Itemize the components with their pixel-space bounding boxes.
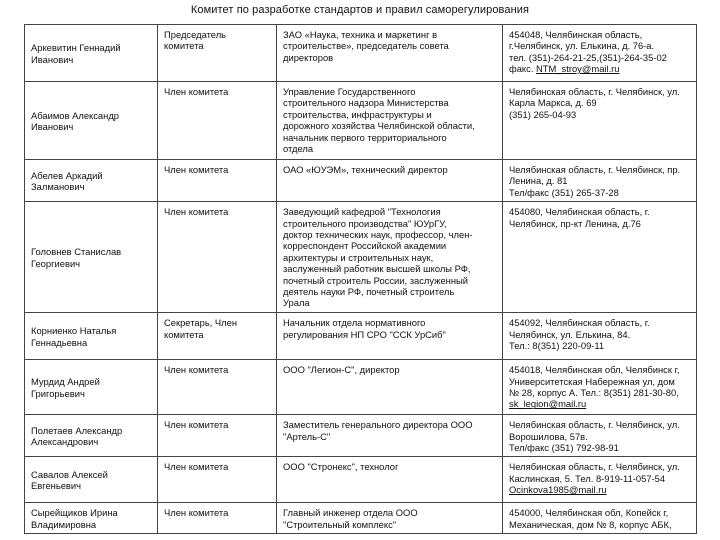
member-name-line: Аркевитин Геннадий [31,42,121,54]
member-workplace-cell [277,160,503,202]
member-workplace-cell [277,415,503,457]
member-address-line: 454048, Челябинская область, [509,29,643,40]
member-name-line: Александрович [31,436,99,448]
member-name-line: Корниенко Наталья [31,325,117,337]
table-row [25,360,697,415]
member-name-line: Владимировна [31,518,97,530]
member-workplace-line: строительства, инфраструктуры и [283,108,432,120]
member-address-line: Тел.: 8(351) 220-09-11 [509,340,605,352]
member-role-cell [158,82,277,160]
member-role-cell [158,160,277,202]
member-address-line: Карла Маркса, д. 69 [509,97,597,109]
member-address-cell [503,503,697,534]
member-address-line: Тел/факс (351) 792-98-91 [509,442,619,454]
table-row [25,457,697,503]
member-workplace-line: деятель науки РФ, почетный строитель [283,286,455,298]
member-workplace-line: начальник первого территориального [283,131,447,143]
member-name-line: Залманович [31,181,85,193]
member-name-cell [25,415,158,457]
member-role-line: Член комитета [164,461,229,473]
member-address-line: Челябинск, ул. Елькина, 84. [509,328,631,340]
member-address-line: 454092, Челябинская область, г. [509,317,650,329]
member-address-line: г.Челябинск, ул. Елькина, д. 76-а. [509,40,655,52]
member-workplace-cell [277,313,503,360]
member-address-line: (351) 265-04-93 [509,108,577,120]
member-address-cell [503,25,697,82]
committee-table-body [25,25,697,534]
table-row [25,202,697,313]
member-workplace-line: "Строительный комплекс" [283,518,397,530]
member-role-line: Член комитета [164,419,229,431]
member-name-cell [25,360,158,415]
member-name-line: Савалов Алексей [31,469,108,481]
member-workplace-line: Главный инженер отдела ООО [283,507,418,519]
member-role-cell [158,360,277,415]
member-role-line: Член комитета [164,164,229,175]
member-address-line [509,484,690,495]
member-workplace-line: отдела [283,143,314,155]
member-workplace-line: Урала [283,297,310,309]
member-workplace-cell [277,360,503,415]
member-workplace-line: доктор технических наук, профессор, член- [283,229,473,241]
member-role-line: Председатель [164,29,227,40]
member-name-cell [25,82,158,160]
member-address-cell [503,160,697,202]
member-workplace-line: Начальник отдела нормативного [283,317,426,329]
member-workplace-line: регулирования НП СРО "ССК УрСиб" [283,328,446,340]
email-link[interactable]: sk_legion@mail.ru [509,398,587,410]
member-address-line: Университетская Набережная ул, дом [509,375,675,387]
member-role-cell [158,202,277,313]
member-name-line: Абаимов Александр [31,109,120,121]
member-role-line: Член комитета [164,364,229,376]
member-name-line: Иванович [31,53,74,65]
member-address-line: Ленина, д. 81 [509,175,568,187]
table-row [25,415,697,457]
table-row [25,313,697,360]
member-name-cell [25,457,158,503]
member-name-cell [25,202,158,313]
member-role-line: Секретарь, Член [164,317,238,329]
member-address-line [509,398,690,409]
member-workplace-line: ЗАО «Наука, техника и маркетинг в [283,29,438,40]
member-name-line: Головнев Станислав [31,246,122,258]
email-link[interactable]: Ocinkova1985@mail.ru [509,484,607,496]
member-workplace-cell [277,503,503,534]
member-name-line: Иванович [31,121,74,132]
member-workplace-cell [277,25,503,82]
member-address-cell [503,202,697,313]
member-workplace-line: почетный строитель России, заслуженный [283,274,469,286]
member-role-line: Член комитета [164,86,229,97]
member-workplace-line: строительстве», председатель совета [283,40,449,52]
member-name-line: Григорьевич [31,387,85,399]
member-workplace-line: ООО "Стронекс", технолог [283,461,399,473]
member-workplace-line: Заместитель генерального директора ООО [283,419,473,431]
committee-table [24,24,697,534]
member-address-line: Челябинск, пр-кт Ленина, д.76 [509,217,641,229]
member-address-line: 454080, Челябинская область, г. [509,206,650,218]
member-name-line: Абелев Аркадий [31,169,103,181]
member-name-cell [25,25,158,82]
member-name-cell [25,313,158,360]
member-role-cell [158,503,277,534]
member-address-cell [503,457,697,503]
member-address-line: Каслинская, 5. Тел. 8-919-11-057-54 [509,472,666,484]
table-row [25,503,697,534]
member-address-line: № 28, корпус А. Тел.: 8(351) 281-30-80, [509,387,679,399]
member-workplace-line: строительного надзора Министерства [283,97,449,109]
table-row [25,160,697,202]
member-name-line: Полетаев Александр [31,424,123,436]
member-workplace-line: директоров [283,51,334,63]
member-name-line: Геннадьевна [31,336,88,348]
member-workplace-line: дорожного хозяйства Челябинской области, [283,120,475,132]
member-name-line: Евгеньевич [31,480,82,492]
member-workplace-line: архитектуры и строительных наук, [283,251,434,263]
member-name-line: Сырейщиков Ирина [31,507,118,519]
member-address-cell [503,313,697,360]
member-role-line: Член комитета [164,507,229,519]
member-address-line: тел. (351)-264-21-25,(351)-264-35-02 [509,51,667,63]
member-address-cell [503,360,697,415]
member-workplace-line: Заведующий кафедрой "Технология [283,206,441,218]
member-role-line: комитета [164,328,204,340]
member-name-cell [25,503,158,534]
member-address-line: Тел/факс (351) 265-37-28 [509,186,619,198]
member-workplace-cell [277,202,503,313]
member-address-line: факс. NTM_stroy@mail.ru [509,63,620,75]
member-address-line: Челябинская область, г. Челябинск, пр. [509,164,681,175]
member-address-line: Челябинская область, г. Челябинск, ул. [509,86,680,97]
member-workplace-cell [277,82,503,160]
member-role-cell [158,25,277,82]
member-address-line: 454000, Челябинская обл, Копейск г, [509,507,669,519]
member-address-cell [503,415,697,457]
member-address-line: Ворошилова, 57в. [509,430,588,442]
member-role-cell [158,457,277,503]
member-name-line: Мурдид Андрей [31,376,100,388]
member-role-cell [158,313,277,360]
member-role-line: комитета [164,40,204,52]
member-address-line: Челябинская область, г. Челябинск, ул. [509,461,680,473]
member-name-cell [25,160,158,202]
table-row [25,25,697,82]
member-address-line: 454018, Челябинская обл, Челябинск г, [509,364,680,376]
member-workplace-cell [277,457,503,503]
member-workplace-line: ОАО «ЮУЭМ», технический директор [283,164,448,175]
member-workplace-line: Управление Государственного [283,86,416,97]
member-address-line: Механическая, дом № 8, корпус АБК, [509,518,672,530]
document-title: Комитет по разработке стандартов и правил саморегулирования [190,4,530,16]
member-workplace-line: заслуженный работник высшей школы РФ, [283,263,471,275]
email-link[interactable]: NTM_stroy@mail.ru [536,63,620,75]
member-address-cell [503,82,697,160]
member-name-line: Георгиевич [31,257,81,269]
member-workplace-line: ООО "Легион-С", директор [283,364,400,376]
member-workplace-line: "Артель-С" [283,430,331,442]
member-role-cell [158,415,277,457]
member-workplace-line: строительного производства" ЮУрГУ, [283,217,447,229]
member-address-line: Челябинская область, г. Челябинск, ул. [509,419,680,431]
table-row [25,82,697,160]
member-role-line: Член комитета [164,206,229,218]
member-workplace-line: корреспондент Российской академии [283,240,447,252]
